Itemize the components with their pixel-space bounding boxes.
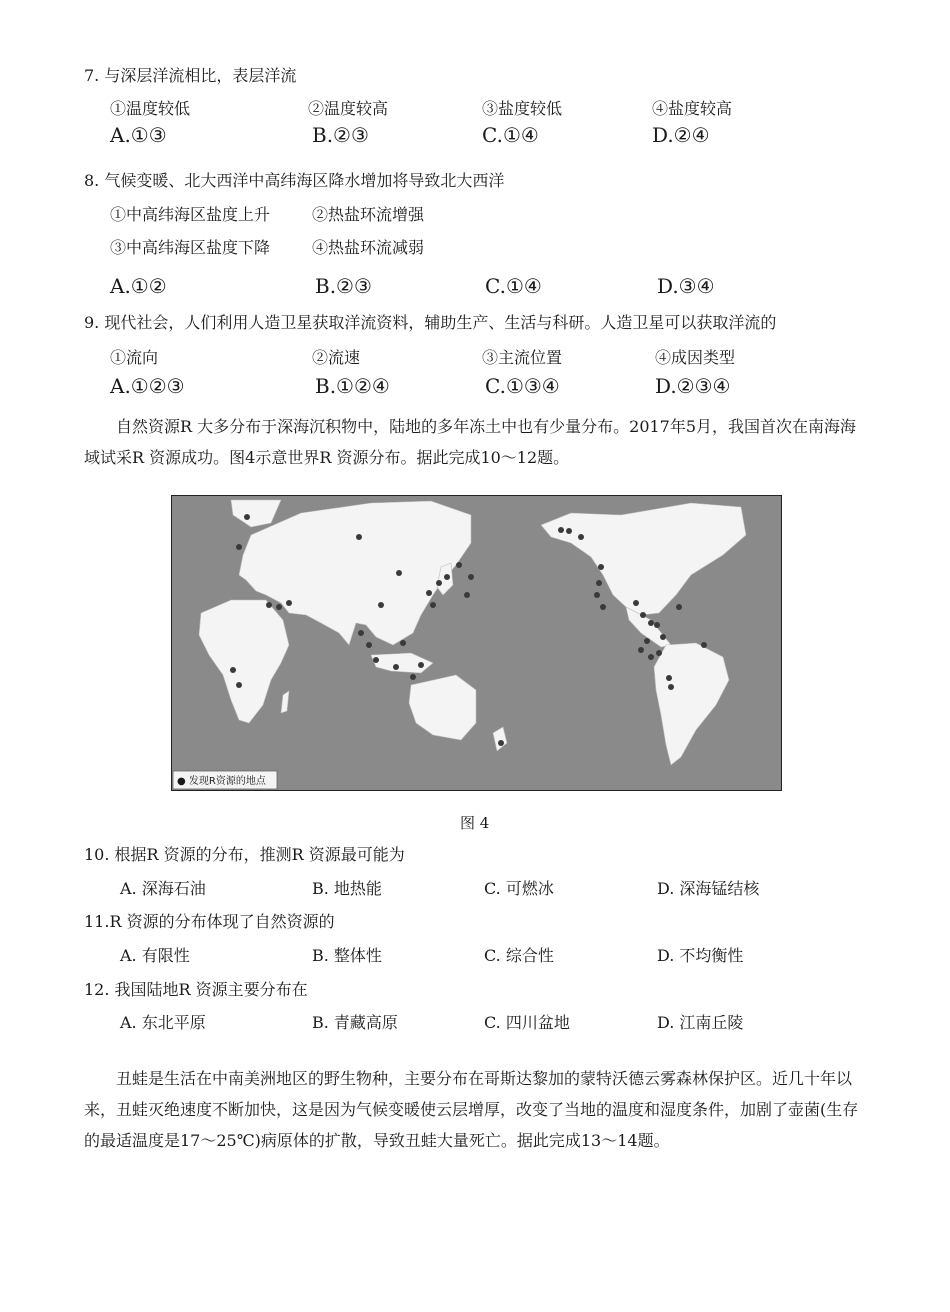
resource-dot — [230, 667, 236, 673]
q7-stem: 7. 与深层洋流相比，表层洋流 — [84, 66, 297, 85]
resource-dot — [396, 570, 402, 576]
resource-dot — [393, 664, 399, 670]
resource-dot — [444, 574, 450, 580]
resource-dot — [464, 592, 470, 598]
q7-option-3: ③盐度较低 — [482, 99, 563, 118]
resource-dot — [373, 657, 379, 663]
resource-dot — [638, 647, 644, 653]
resource-dot — [633, 600, 639, 606]
resource-dot — [594, 592, 600, 598]
resource-dot — [418, 662, 424, 668]
q7-answer-d: D.②④ — [652, 123, 710, 147]
q8-answer-b: B.②③ — [315, 274, 372, 298]
resource-dot — [660, 634, 666, 640]
resource-dot — [426, 590, 432, 596]
q8-answer-a: A.①② — [110, 274, 167, 298]
resource-dot — [566, 528, 572, 534]
q8-option-2: ②热盐环流增强 — [312, 205, 425, 224]
q8-option-3: ③中高纬海区盐度下降 — [110, 238, 271, 257]
q10-option-a: A. 深海石油 — [120, 879, 206, 898]
resource-dot — [366, 642, 372, 648]
resource-dot — [236, 682, 242, 688]
resource-dot — [666, 675, 672, 681]
intro-paragraph-r: 自然资源R 大多分布于深海沉积物中，陆地的多年冻土中也有少量分布。2017年5月，我国首次在南海海域试采R 资源成功。图4示意世界R 资源分布。据此完成10～12题。 — [84, 417, 857, 467]
resource-dot — [598, 564, 604, 570]
q9-option-4: ④成因类型 — [655, 348, 736, 367]
world-map-r-resources — [171, 495, 782, 791]
resource-dot — [558, 527, 564, 533]
resource-dot — [378, 602, 384, 608]
resource-dot — [648, 654, 654, 660]
resource-dot — [676, 604, 682, 610]
q8-stem: 8. 气候变暖、北大西洋中高纬海区降水增加将导致北大西洋 — [84, 171, 505, 190]
resource-dot — [358, 630, 364, 636]
q12-option-a: A. 东北平原 — [120, 1013, 206, 1032]
q10-stem: 10. 根据R 资源的分布，推测R 资源最可能为 — [84, 845, 405, 864]
q9-option-2: ②流速 — [312, 348, 361, 367]
q9-answer-d: D.②③④ — [655, 374, 731, 398]
resource-dot — [600, 604, 606, 610]
q7-answer-a: A.①③ — [110, 123, 167, 147]
resource-dot — [430, 602, 436, 608]
q9-stem: 9. 现代社会，人们利用人造卫星获取洋流资料，辅助生产、生活与科研。人造卫星可以获取洋流的 — [84, 313, 777, 332]
resource-dot — [498, 740, 504, 746]
q10-option-d: D. 深海锰结核 — [657, 879, 760, 898]
q12-option-b: B. 青藏高原 — [312, 1013, 398, 1032]
map-legend-text: ● 发现R资源的地点 — [177, 776, 266, 787]
q7-answer-b: B.②③ — [312, 123, 369, 147]
resource-dot — [436, 580, 442, 586]
q11-option-c: C. 综合性 — [484, 946, 554, 965]
q7-option-1: ①温度较低 — [110, 99, 191, 118]
resource-dot — [266, 602, 272, 608]
q11-option-d: D. 不均衡性 — [657, 946, 744, 965]
resource-dot — [668, 684, 674, 690]
resource-dot — [578, 534, 584, 540]
q10-option-b: B. 地热能 — [312, 879, 382, 898]
q9-answer-a: A.①②③ — [110, 374, 185, 398]
resource-dot — [648, 620, 654, 626]
q8-answer-c: C.①④ — [485, 274, 542, 298]
resource-dot — [701, 642, 707, 648]
resource-dot — [400, 640, 406, 646]
intro-paragraph-frog: 丑蛙是生活在中南美洲地区的野生物种，主要分布在哥斯达黎加的蒙特沃德云雾森林保护区。近几十年以来，丑蛙灭绝速度不断加快，这是因为气候变暖使云层增厚，改变了当地的温度和湿度条件，加剧了壶菌(生存的最适温度是17～25℃)病原体的扩散，导致丑蛙大量死亡。据此完成13～14题。 — [84, 1069, 859, 1150]
resource-dot — [236, 544, 242, 550]
q12-option-d: D. 江南丘陵 — [657, 1013, 744, 1032]
resource-dot — [656, 650, 662, 656]
figure-caption: 图 4 — [460, 814, 490, 832]
q10-option-c: C. 可燃冰 — [484, 879, 554, 898]
q11-stem: 11.R 资源的分布体现了自然资源的 — [84, 912, 335, 931]
resource-dot — [456, 562, 462, 568]
q8-answer-d: D.③④ — [657, 274, 715, 298]
q9-answer-b: B.①②④ — [315, 374, 390, 398]
resource-dot — [468, 574, 474, 580]
resource-dot — [276, 604, 282, 610]
resource-dot — [654, 622, 660, 628]
resource-dot — [286, 600, 292, 606]
resource-dot — [244, 514, 250, 520]
resource-dot — [596, 580, 602, 586]
q12-option-c: C. 四川盆地 — [484, 1013, 570, 1032]
q8-option-1: ①中高纬海区盐度上升 — [110, 205, 271, 224]
resource-dot — [644, 638, 650, 644]
q12-stem: 12. 我国陆地R 资源主要分布在 — [84, 980, 308, 999]
q11-option-b: B. 整体性 — [312, 946, 382, 965]
q9-option-3: ③主流位置 — [482, 348, 563, 367]
q7-option-2: ②温度较高 — [308, 99, 389, 118]
q9-option-1: ①流向 — [110, 348, 159, 367]
resource-dot — [640, 612, 646, 618]
q8-option-4: ④热盐环流减弱 — [312, 238, 425, 257]
q9-answer-c: C.①③④ — [485, 374, 560, 398]
q7-answer-c: C.①④ — [482, 123, 539, 147]
resource-dot — [356, 534, 362, 540]
resource-dot — [410, 674, 416, 680]
q7-option-4: ④盐度较高 — [652, 99, 733, 118]
q11-option-a: A. 有限性 — [120, 946, 190, 965]
